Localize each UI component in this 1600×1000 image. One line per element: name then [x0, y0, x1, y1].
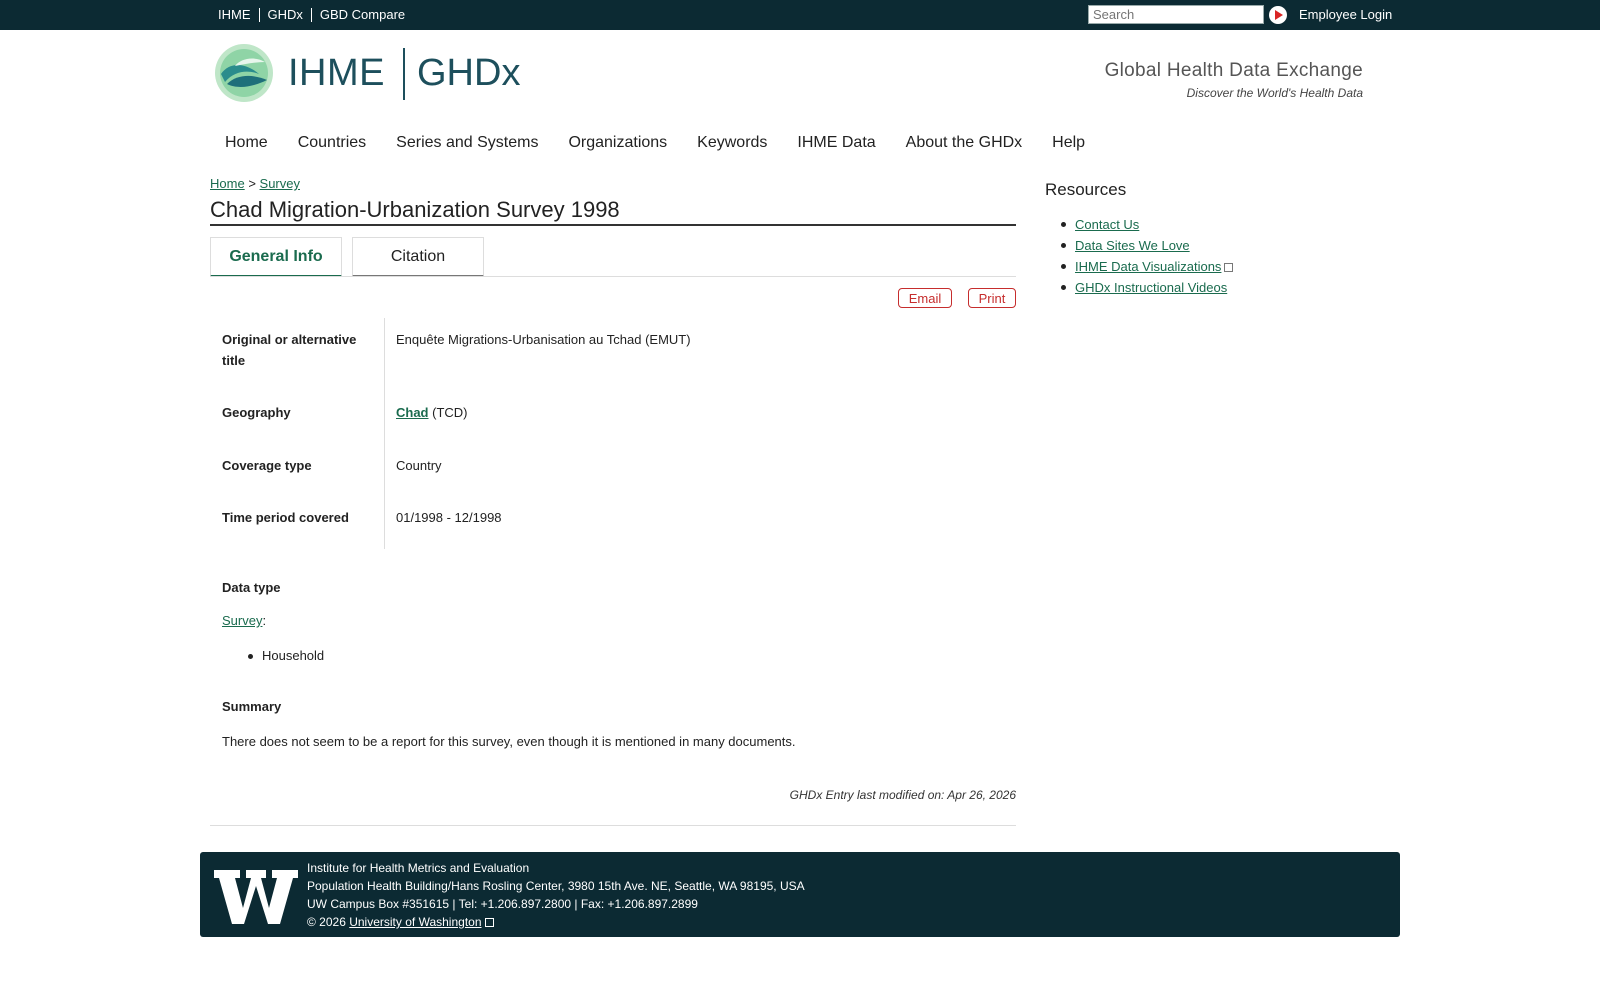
breadcrumb-home[interactable]: Home: [210, 176, 245, 191]
brand-ihme[interactable]: IHME: [288, 52, 385, 94]
uw-w-logo-icon[interactable]: [214, 868, 298, 926]
brand-ghdx[interactable]: GHDx: [417, 52, 521, 94]
label-geography: Geography: [222, 405, 291, 420]
page-title: Chad Migration-Urbanization Survey 1998: [210, 197, 620, 222]
footer-contact: UW Campus Box #351615 | Tel: +1.206.897.2800 | Fax: +1.206.897.2899: [307, 897, 698, 911]
print-button[interactable]: Print: [968, 288, 1016, 308]
footer-copyright-line: [307, 913, 805, 931]
play-arrow-icon: [1275, 10, 1283, 20]
search-submit-button[interactable]: [1269, 6, 1287, 24]
footer-address: Population Health Building/Hans Rosling Center, 3980 15th Ave. NE, Seattle, WA 98195, USA: [307, 879, 805, 893]
top-bar: [0, 0, 1600, 30]
email-button[interactable]: Email: [898, 288, 952, 308]
geography-link-chad[interactable]: Chad: [396, 405, 429, 420]
data-type-item-household: Household: [262, 648, 325, 663]
employee-login-link[interactable]: Employee Login: [1299, 7, 1393, 22]
label-original-title-line2: title: [222, 353, 246, 368]
footer-copyright: © 2026: [307, 915, 346, 929]
resources-heading: Resources: [1045, 180, 1127, 199]
data-type-survey-link[interactable]: Survey: [222, 613, 263, 628]
label-time-period: Time period covered: [222, 510, 349, 525]
tab-general-info[interactable]: General Info: [210, 237, 342, 277]
breadcrumb-survey[interactable]: Survey: [259, 176, 300, 191]
footer: [200, 852, 1400, 937]
data-type-heading: Data type: [222, 580, 281, 595]
footer-org-name: Institute for Health Metrics and Evaluation: [307, 861, 530, 875]
tab-citation[interactable]: Citation: [352, 237, 484, 277]
ihme-logo-icon[interactable]: [215, 44, 273, 102]
top-link-ihme[interactable]: IHME: [218, 7, 251, 22]
breadcrumb: [210, 176, 300, 191]
search-input[interactable]: [1088, 5, 1264, 24]
summary-heading: Summary: [222, 699, 282, 714]
top-nav-separator: [311, 8, 312, 22]
content-bottom-divider: [210, 825, 1016, 826]
nav-item-organizations[interactable]: Organizations: [568, 134, 668, 151]
nav-item-about[interactable]: About the GHDx: [905, 134, 1023, 151]
resource-item: [1075, 277, 1233, 298]
data-type-line: [222, 613, 266, 628]
footer-uw-link[interactable]: University of Washington: [349, 915, 482, 929]
brand-divider: [403, 48, 405, 100]
summary-text: There does not seem to be a report for this survey, even though it is mentioned in many documents.: [222, 734, 796, 749]
nav-item-home[interactable]: Home: [225, 134, 268, 151]
value-original-title: Enquête Migrations-Urbanisation au Tchad (EMUT): [396, 332, 691, 347]
site-tagline-sub: Discover the World's Health Data: [1186, 86, 1363, 100]
resource-item: [1075, 256, 1233, 277]
resource-contact-us[interactable]: Contact Us: [1075, 217, 1140, 232]
top-link-ghdx[interactable]: GHDx: [267, 7, 303, 22]
nav-item-keywords[interactable]: Keywords: [697, 134, 768, 151]
tabs-divider: [210, 276, 1016, 277]
value-geography: [396, 402, 468, 423]
footer-text: [307, 859, 805, 931]
site-tagline: Global Health Data Exchange: [1104, 60, 1363, 81]
resource-data-sites[interactable]: Data Sites We Love: [1075, 238, 1190, 253]
top-link-gbd-compare[interactable]: GBD Compare: [319, 7, 406, 22]
value-coverage-type: Country: [396, 458, 442, 473]
data-type-colon: :: [262, 613, 267, 628]
external-link-icon: [1224, 263, 1233, 272]
label-coverage-type: Coverage type: [222, 458, 312, 473]
resources-list: [1075, 214, 1233, 298]
resource-instructional-videos[interactable]: GHDx Instructional Videos: [1075, 280, 1228, 295]
label-original-title-line1: Original or alternative: [222, 332, 357, 347]
breadcrumb-separator: >: [248, 176, 256, 191]
value-time-period: 01/1998 - 12/1998: [396, 510, 502, 525]
geography-code: (TCD): [432, 405, 468, 420]
last-modified: GHDx Entry last modified on: Apr 26, 2026: [789, 788, 1016, 802]
resource-item: [1075, 214, 1233, 235]
top-nav: [218, 7, 405, 22]
nav-item-series-and-systems[interactable]: Series and Systems: [396, 134, 539, 151]
resource-ihme-viz[interactable]: IHME Data Visualizations: [1075, 259, 1222, 274]
nav-item-help[interactable]: Help: [1052, 134, 1086, 151]
info-table-divider: [384, 318, 385, 549]
top-nav-separator: [259, 8, 260, 22]
main-nav: [225, 134, 1115, 152]
label-original-title: [222, 329, 356, 371]
resource-item: [1075, 235, 1233, 256]
nav-item-ihme-data[interactable]: IHME Data: [797, 134, 876, 151]
title-divider: [210, 224, 1016, 226]
nav-item-countries[interactable]: Countries: [297, 134, 367, 151]
external-link-icon: [485, 918, 494, 927]
